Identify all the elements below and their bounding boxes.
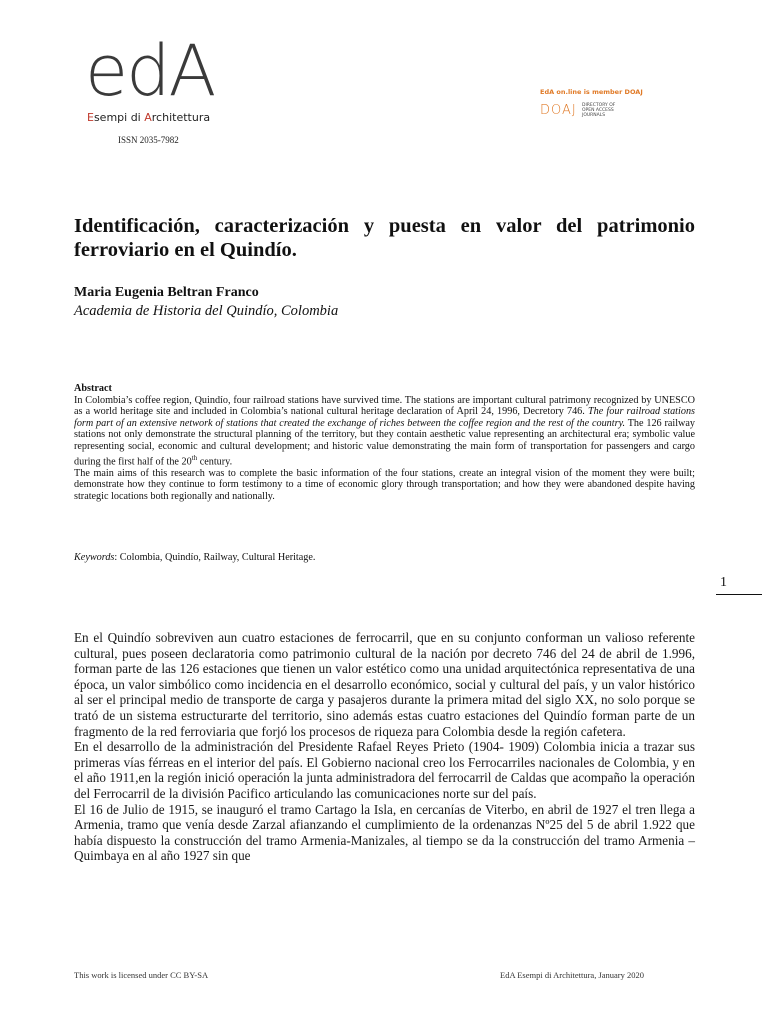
keywords-list: : Colombia, Quindío, Railway, Cultural Heritage. (114, 552, 316, 563)
footer-license: This work is licensed under CC BY-SA (74, 970, 209, 980)
author-name: Maria Eugenia Beltran Franco (74, 285, 259, 300)
logo-wordmark: edA (85, 30, 215, 112)
doaj-note: EdA on.line is member DOAJ (540, 88, 643, 96)
doaj-small-text: DIRECTORY OF OPEN ACCESS JOURNALS (582, 103, 616, 118)
abstract-p1-sup: th (191, 453, 198, 462)
logo-sub-e: E (87, 111, 94, 124)
keywords-label: Keywords (74, 552, 115, 563)
body-paragraph-2: En el desarrollo de la administración del Presidente Rafael Reyes Prieto (1904- 1909) Colombia inicia a trazar sus primeras vías férreas en el interior del país. El Gobierno nacional creo los Ferrocarriles nacionales de Colombia, y en el año 1911,en la región inició operación la junta administradora del ferrocarril de Caldas que acompaño la operación del Ferrocarril de la división Pacifico articulando las comunicaciones norte sur del país. (74, 739, 695, 801)
abstract-paragraph-2: The main aims of this research was to complete the basic information of the four stations, create an integral vision of the moment they were built; demonstrate how they continue to form testimony to a time of economic glory through transportation; and how they were abandoned despite having strategic locations both regionally and nationally. (74, 467, 695, 502)
abstract-p1-c: century. (197, 455, 233, 467)
body-text (74, 630, 695, 864)
page-number-rule (716, 594, 762, 595)
logo-sub-rest: sempi di (93, 111, 145, 124)
footer-citation: EdA Esempi di Architettura, January 2020 (500, 970, 644, 980)
body-paragraph-3: El 16 de Julio de 1915, se inauguró el tramo Cartago la Isla, en cercanías de Viterbo, en abril de 1927 el tren llega a Armenia, tramo que venía desde Zarzal afianzando el cumplimiento de la ordenanzas Nº25 del 5 de abril 1.922 que había dispuesto la construcción del tramo Armenia-Manizales, al tiempo se da la construcción del tramo Armenia – Quimbaya en al año 1927 sin que (74, 801, 695, 864)
body-paragraph-1: En el Quindío sobreviven aun cuatro estaciones de ferrocarril, que en su conjunto conforman un valioso referente cultural, pues poseen declaratoria como patrimonio cultural de la nación por decreto 746 del 24 de abril de 1.996, forman parte de las 126 estaciones que tienen un valor estético como una unidad arquitectónica representativa de una época, un valor simbólico como incidencia en el desarrollo económico, social y cultural del país, y un valor histórico al ser el principal medio de transporte de carga y pasajeros durante la primera mitad del siglo XX, no solo porque se trató de un sistema estructurarte del territorio, sino además estas cuatro estaciones del Quindío forman parte de un fragmento de la red ferroviaria que forjó los procesos de riqueza para Colombia desde la región cafetera. (74, 630, 695, 739)
issn: ISSN 2035-7982 (118, 135, 179, 145)
abstract-p1-b: The 126 railway stations not only demonstrate the structural planning of the territory, but they contain aesthetic value representing an architectural era; symbolic value representing social, economic and cultural development; and historic value demonstrating the main form of transportation for passengers and cargo during the first half of the 20 (74, 417, 696, 467)
keywords (74, 552, 695, 563)
doaj-logo (540, 103, 620, 117)
logo-sub-end: rchitettura (151, 111, 211, 124)
author-affiliation: Academia de Historia del Quindío, Colombia (74, 303, 339, 319)
doaj-letters: DOAJ (540, 103, 577, 118)
logo-subtitle (87, 111, 210, 124)
abstract-p1-italic: The four railroad stations form part of an extensive network of stations that created the exchange of riches between the coffee region and the rest of the country. (74, 406, 695, 429)
page-number: 1 (720, 575, 727, 590)
abstract-paragraph-1 (74, 395, 695, 468)
logo-sub-a: A (144, 111, 152, 124)
article-title: Identificación, caracterización y puesta en valor del patrimonio ferroviario en el Quindío. (74, 215, 695, 261)
abstract (74, 383, 695, 502)
abstract-heading: Abstract (74, 383, 112, 394)
abstract-p1-a: In Colombia’s coffee region, Quindío, four railroad stations have survived time. The stations are important cultural patrimony recognized by UNESCO as a world heritage site and included in Colombia’s national cultural heritage declaration of April 24, 1996, Decretory 746. (74, 394, 695, 418)
